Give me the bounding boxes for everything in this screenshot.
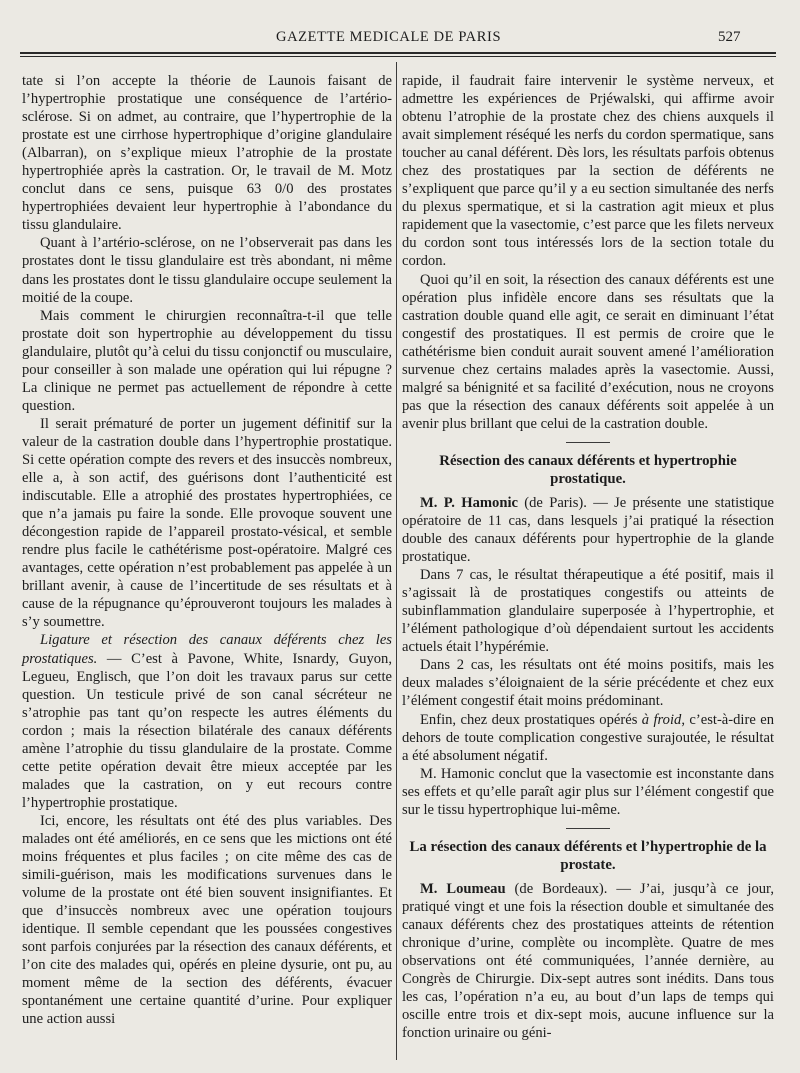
- paragraph: rapide, il faudrait faire intervenir le système nerveux, et admettre les expériences de Prjéwalski, qui affirme avoir obtenu l’atrophie de la prostate chez des chiens auxquels il avait simplement réséqué les nerfs du cordon spermatique, sans toucher au canal déférent. Dès lors, les résultats parfois obtenus chez des prostatiques par la section de déférents ne s’expliquent que parce qu’il y a eu section simultanée des nerfs du plexus spermatique, et si la castration agit mieux et plus rapidement que la vasectomie, c’est parce que les filets nerveux du cordon sont tous intéressés lors de la section totale du cordon.: [402, 73, 774, 270]
- paragraph: [402, 880, 774, 1042]
- paragraph-text: Enfin, chez deux prostatiques opérés: [420, 711, 642, 728]
- paragraph-text: — C’est à Pavone, White, Isnardy, Guyon, Legueu, Englisch, que l’on doit les travaux parus sur cette question. Un testicule privé de son canal sécréteur ne s’atrophie pas tant qu’on respecte les autres éléments du cordon ; mais la résection bilatérale des canaux déférents amène l’atrophie du tissu glandulaire de la prostate. Comme cette petite opération devait être mieux acceptée par les malades que la castration, on y eut recours contre l’hypertrophie prostatique.: [22, 650, 392, 811]
- paragraph-text: (de Paris). — Je présente une statistique opératoire de 11 cas, dans lesquels j’ai pratiqué la résection double des canaux déférents pour hypertrophie de la glande prostatique.: [402, 494, 774, 566]
- header-rule-thin: [20, 56, 776, 57]
- paragraph: M. Hamonic conclut que la vasectomie est inconstante dans ses effets et qu’elle paraît agir plus sur l’élément congestif que sur le tissu hypertrophique lui-même.: [402, 765, 774, 818]
- journal-title: GAZETTE MEDICALE DE PARIS: [276, 29, 502, 45]
- paragraph: tate si l’on accepte la théorie de Launois faisant de l’hypertrophie prostatique une conséquence de l’artério-sclérose. Si on admet, au contraire, que l’hypertrophie de la prostate est une cirrhose hypertrophique d’origine glandulaire (Albarran), on s’explique mieux l’atrophie de la prostate hypertrophiée après la castration. Or, le travail de M. Motz conclut dans ce sens, puisque 63 0/0 des prostates hypertrophiées devaient leur hypertrophie à l’abondance du tissu glandulaire.: [22, 73, 392, 234]
- paragraph: Ici, encore, les résultats ont été des plus variables. Des malades ont été améliorés, en ce sens que les mictions ont été moins fréquentes et plus faciles ; on cite même des cas de simili-guérison, mais les modifications survenues dans le volume de la prostate ont été bien souvent insignifiantes. Et que d’insuccès nombreux avec une opération toujours identique. Il semble cependant que les poussées congestives sont parfois conjurées par la résection des canaux déférents, et l’on cite des malades qui, opérés en pleine dysurie, ont pu, au moment même de la section des déférents, évacuer spontanément une certaine quantité d’urine. Pour expliquer une action aussi: [22, 812, 392, 1028]
- page-header: [0, 29, 800, 51]
- author-name: M. P. Hamonic: [420, 494, 518, 511]
- section-separator: [566, 442, 610, 443]
- paragraph: Quoi qu’il en soit, la résection des canaux déférents est une opération plus infidèle encore dans ses résultats que la castration double quand elle agit, ce serait en diminuant l’état congestif des prostatiques. Il est permis de croire que le cathétérisme bien conduit aurait souvent amené l’amélioration survenue chez certains malades après la vasectomie. Aussi, malgré sa bénignité et sa facilité d’exécution, nous ne croyons pas que la résection des canaux déférents soit appelée à un avenir plus brillant que celui de la castration double.: [402, 271, 774, 432]
- section-heading: La résection des canaux déférents et l’hypertrophie de la prostate.: [409, 838, 767, 873]
- page-number: 527: [718, 29, 741, 45]
- column-divider: [396, 62, 397, 1060]
- paragraph: Mais comment le chirurgien reconnaîtra-t-il que telle prostate doit son hypertrophie au développement du tissu glandulaire, plutôt qu’à celui du tissu conjonctif ou musculaire, pour conseiller à son malade une opération qui lui répugne ? La clinique ne permet pas actuellement de répondre à cette question.: [22, 307, 392, 414]
- paragraph: Dans 7 cas, le résultat thérapeutique a été positif, mais il s’agissait là de prostatiques congestifs ou atteints de subinflammation glandulaire superposée à l’hypertrophie, et l’élément pathologique d’où dépendaient surtout les accidents actuels était l’hypérémie.: [402, 567, 774, 656]
- paragraph: [22, 631, 392, 811]
- right-column: [402, 72, 774, 1042]
- paragraph-text: , c’est-à-dire en dehors de toute complication congestive surajoutée, le résultat a été absolument négatif.: [402, 711, 775, 764]
- paragraph-text: (de Bordeaux). — J’ai, jusqu’à ce jour, pratiqué vingt et une fois la résection double et simultanée des canaux déférents chez des prostatiques atteints de rétention chronique d’urine, complète ou incomplète. Quatre de mes observations ont été communiquées, l’année dernière, au Congrès de Chirurgie. Dix-sept autres sont inédits. Dans tous les cas, l’opération n’a eu, au bout d’un laps de temps qui oscille entre trois et dix-sept mois, aucune influence sur la fonction urinaire ou géni-: [402, 880, 774, 1042]
- section-heading: Résection des canaux déférents et hypertrophie prostatique.: [439, 452, 737, 487]
- author-name: M. Loumeau: [420, 880, 506, 897]
- header-rule: [20, 52, 776, 54]
- paragraph: Il serait prématuré de porter un jugement définitif sur la valeur de la castration double dans l’hypertrophie prostatique. Si cette opération compte des revers et des insuccès nombreux, elle a, à son actif, des guérisons dont l’authenticité est indiscutable. Elle a atrophié des prostates hypertrophiées, ce que n’a jamais pu faire la sonde. Elle provoque souvent une décongestion rapide de l’appareil prostato-vésical, et semble rendre plus facile le cathétérisme post-opératoire. Malgré ces avantages, cette opération n’est probablement pas appelée à un brillant avenir, à cause de l’incertitude de ses résultats et à cause de la répugnance qu’éprouveront toujours les malades à s’y soumettre.: [22, 415, 392, 631]
- left-column: [22, 72, 392, 1028]
- paragraph: Dans 2 cas, les résultats ont été moins positifs, mais les deux malades s’éloignaient de la série précédente et chez eux l’élément congestif était moins prédominant.: [402, 657, 774, 710]
- paragraph: [402, 494, 774, 566]
- paragraph: [402, 711, 774, 765]
- paragraph: Quant à l’artério-sclérose, on ne l’observerait pas dans les prostates dont le tissu glandulaire est très abondant, ni même dans les prostates dont le tissu glandulaire occupe seulement la moitié de la coupe.: [22, 235, 392, 306]
- emphasis: à froid: [641, 711, 682, 728]
- subsection-title: Ligature et résection des canaux déférents chez les prostatiques.: [22, 632, 392, 667]
- section-separator: [566, 828, 610, 829]
